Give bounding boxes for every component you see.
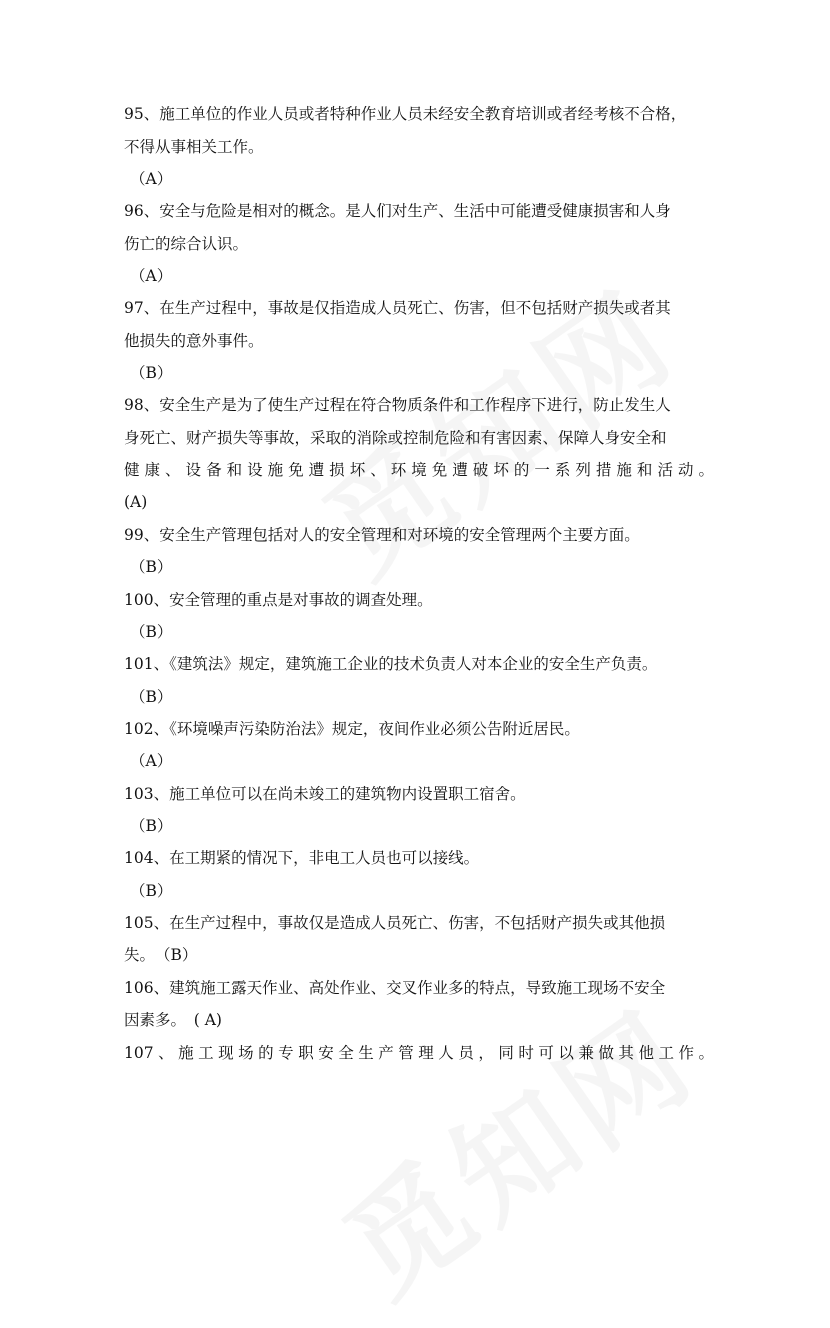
answer-line: （B） [130,558,173,576]
question-line: 107、施工现场的专职安全生产管理人员，同时可以兼做其他工作。 [124,1044,714,1062]
question-line: 身死亡、财产损失等事故，采取的消除或控制危险和有害因素、保障人身安全和 [124,429,667,447]
answer-line: （A） [130,752,173,770]
answer-line: （B） [130,623,173,641]
question-line: 96、安全与危险是相对的概念。是人们对生产、生活中可能遭受健康损害和人身 [124,202,671,220]
question-line: 100、安全管理的重点是对事故的调查处理。 [124,591,433,609]
question-line: 97、在生产过程中，事故是仅指造成人员死亡、伤害，但不包括财产损失或者其 [124,299,671,317]
answer-line: （A） [130,170,173,188]
question-line: 98、安全生产是为了使生产过程在符合物质条件和工作程序下进行，防止发生人 [124,396,671,414]
question-line: 99、安全生产管理包括对人的安全管理和对环境的安全管理两个主要方面。 [124,526,640,544]
question-line: 106、建筑施工露天作业、高处作业、交叉作业多的特点，导致施工现场不安全 [124,979,666,997]
question-line: 95、施工单位的作业人员或者特种作业人员未经安全教育培训或者经考核不合格， [124,105,687,123]
answer-line: （B） [130,817,173,835]
question-line: 101、《建筑法》规定，建筑施工企业的技术负责人对本企业的安全生产负责。 [124,655,658,673]
answer-line: (A) [124,493,148,511]
question-line: 104、在工期紧的情况下，非电工人员也可以接线。 [124,849,480,867]
answer-line: （B） [130,688,173,706]
answer-line: （B） [130,364,173,382]
question-line: 他损失的意外事件。 [124,332,264,350]
question-line: 102、《环境噪声污染防治法》规定，夜间作业必须公告附近居民。 [124,720,580,738]
question-line: 不得从事相关工作。 [124,138,264,156]
question-line: 103、施工单位可以在尚未竣工的建筑物内设置职工宿舍。 [124,785,526,803]
question-line: 健康、设备和设施免遭损坏、环境免遭破坏的一系列措施和活动。 [124,461,714,479]
question-line: 105、在生产过程中，事故仅是造成人员死亡、伤害，不包括财产损失或其他损 [124,914,666,932]
question-line: 因素多。 ( A) [124,1011,222,1029]
answer-line: （A） [130,267,173,285]
question-line: 伤亡的综合认识。 [124,235,249,253]
question-line: 失。 （B） [124,946,198,964]
answer-line: （B） [130,882,173,900]
